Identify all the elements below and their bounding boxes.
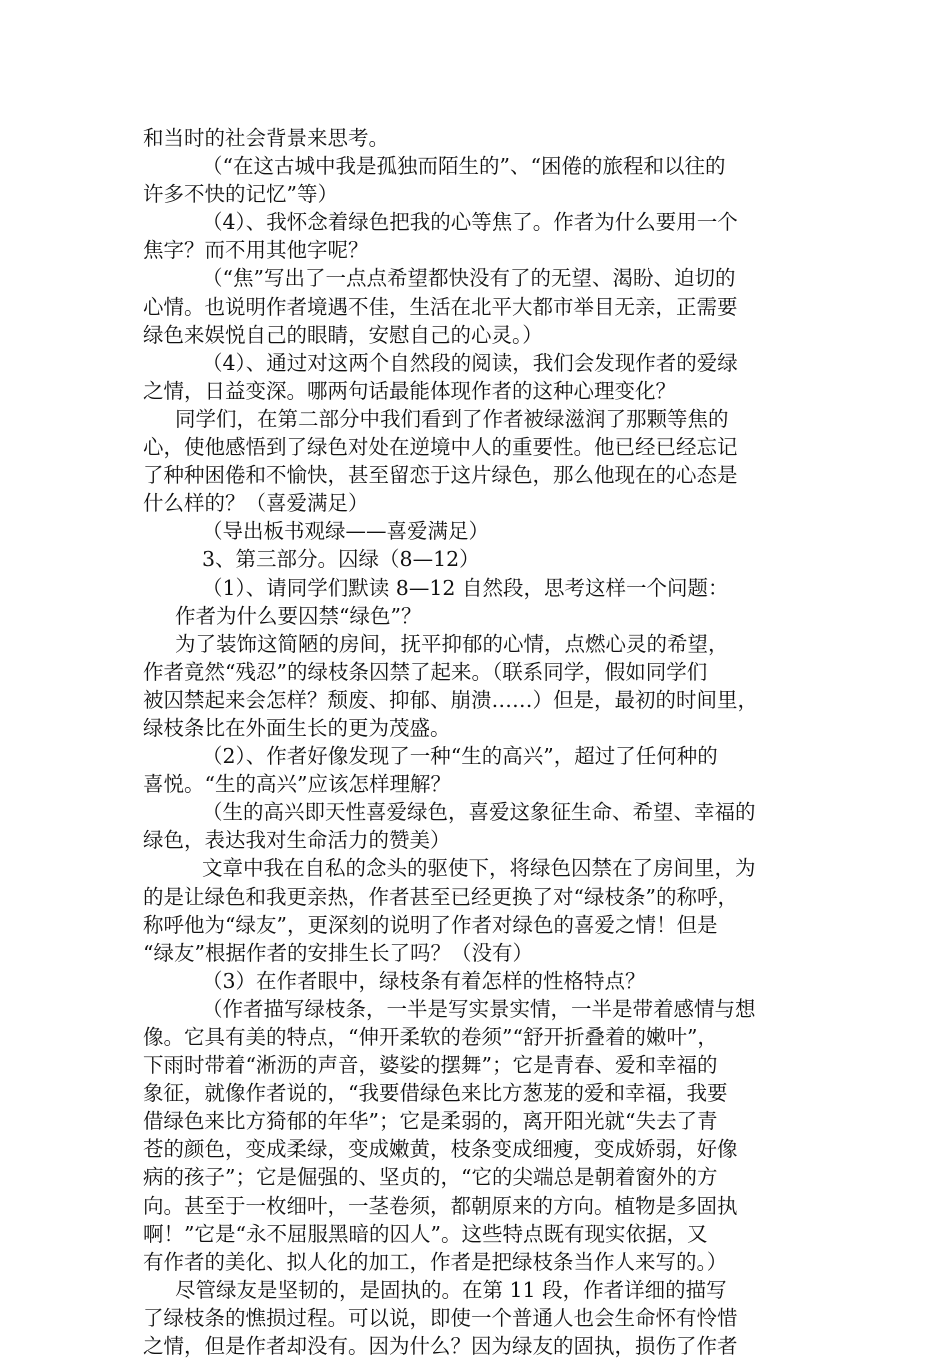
text-line: 什么样的？（喜爱满足） <box>143 491 369 516</box>
text-line: 称呼他为“绿友”，更深刻的说明了作者对绿色的喜爱之情！但是 <box>143 912 718 937</box>
text-line: 文章中我在自私的念头的驱使下，将绿色囚禁在了房间里，为 <box>202 856 756 881</box>
text-line: 3、第三部分。囚绿（8—12） <box>202 547 480 572</box>
text-line: “绿友”根据作者的安排生长了吗？（没有） <box>143 940 533 965</box>
text-line: （导出板书观绿——喜爱满足） <box>202 519 489 544</box>
document-body <box>143 124 823 1360</box>
text-line: 尽管绿友是坚韧的，是固执的。在第 11 段，作者详细的描写 <box>175 1277 727 1302</box>
text-line: （4）、通过对这两个自然段的阅读，我们会发现作者的爱绿 <box>202 350 738 375</box>
text-line: 心情。也说明作者境遇不佳，生活在北平大都市举目无亲，正需要 <box>143 294 738 319</box>
text-line: 苍的颜色，变成柔绿，变成嫩黄，枝条变成细瘦，变成娇弱，好像 <box>143 1137 738 1162</box>
text-line: 象征，就像作者说的，“我要借绿色来比方葱茏的爱和幸福，我要 <box>143 1081 728 1106</box>
text-line: 作者为什么要囚禁“绿色”？ <box>175 603 422 628</box>
text-line: 下雨时带着“淅沥的声音，婆娑的摆舞”；它是青春、爱和幸福的 <box>143 1053 718 1078</box>
text-line: 绿枝条比在外面生长的更为茂盛。 <box>143 715 451 740</box>
text-line: 被囚禁起来会怎样？颓废、抑郁、崩溃……）但是，最初的时间里， <box>143 687 758 712</box>
text-line: 为了装饰这简陋的房间，抚平抑郁的心情，点燃心灵的希望， <box>175 631 729 656</box>
text-line: 同学们，在第二部分中我们看到了作者被绿滋润了那颗等焦的 <box>175 406 729 431</box>
text-line: 作者竟然“残忍”的绿枝条囚禁了起来。（联系同学，假如同学们 <box>143 659 708 684</box>
text-line: 有作者的美化、拟人化的加工，作者是把绿枝条当作人来写的。） <box>143 1249 728 1274</box>
text-line: （1）、请同学们默读 8—12 自然段，思考这样一个问题： <box>202 575 729 600</box>
text-line: 病的孩子”；它是倔强的、坚贞的，“它的尖端总是朝着窗外的方 <box>143 1165 718 1190</box>
text-line: 焦字？而不用其他字呢？ <box>143 238 369 263</box>
text-line: （作者描写绿枝条，一半是写实景实情，一半是带着感情与想 <box>202 996 756 1021</box>
text-line: 的是让绿色和我更亲热，作者甚至已经更换了对“绿枝条”的称呼， <box>143 884 738 909</box>
text-line: 啊！”它是“永不屈服黑暗的囚人”。这些特点既有现实依据，又 <box>143 1221 708 1246</box>
text-line: （2）、作者好像发现了一种“生的高兴”，超过了任何种的 <box>202 744 718 769</box>
text-line: 了绿枝条的憔损过程。可以说，即使一个普通人也会生命怀有怜惜 <box>143 1305 738 1330</box>
text-line: （“焦”写出了一点点希望都快没有了的无望、渴盼、迫切的 <box>202 266 736 291</box>
text-line: 之情，日益变深。哪两句话最能体现作者的这种心理变化？ <box>143 378 676 403</box>
text-line: 借绿色来比方猗郁的年华”；它是柔弱的，离开阳光就“失去了青 <box>143 1109 718 1134</box>
text-line: 之情，但是作者却没有。因为什么？因为绿友的固执，损伤了作者 <box>143 1334 738 1359</box>
text-line: 心，使他感悟到了绿色对处在逆境中人的重要性。他已经已经忘记 <box>143 435 738 460</box>
text-line: 了种种困倦和不愉快，甚至留恋于这片绿色，那么他现在的心态是 <box>143 463 738 488</box>
text-line: 喜悦。“生的高兴”应该怎样理解？ <box>143 772 451 797</box>
text-line: 绿色，表达我对生命活力的赞美） <box>143 828 451 853</box>
text-line: （“在这古城中我是孤独而陌生的”、“困倦的旅程和以往的 <box>202 154 726 179</box>
text-line: 像。它具有美的特点，“伸开柔软的卷须”“舒开折叠着的嫩叶”， <box>143 1025 718 1049</box>
text-line: （4）、我怀念着绿色把我的心等焦了。作者为什么要用一个 <box>202 210 738 235</box>
text-line: 和当时的社会背景来思考。 <box>143 126 389 150</box>
text-line: （3）在作者眼中，绿枝条有着怎样的性格特点？ <box>202 968 646 993</box>
text-line: 许多不快的记忆”等） <box>143 182 338 207</box>
text-line: 向。甚至于一枚细叶，一茎卷须，都朝原来的方向。植物是多固执 <box>143 1193 738 1218</box>
text-line: （生的高兴即天性喜爱绿色，喜爱这象征生命、希望、幸福的 <box>202 800 756 825</box>
text-line: 绿色来娱悦自己的眼睛，安慰自己的心灵。） <box>143 322 543 347</box>
